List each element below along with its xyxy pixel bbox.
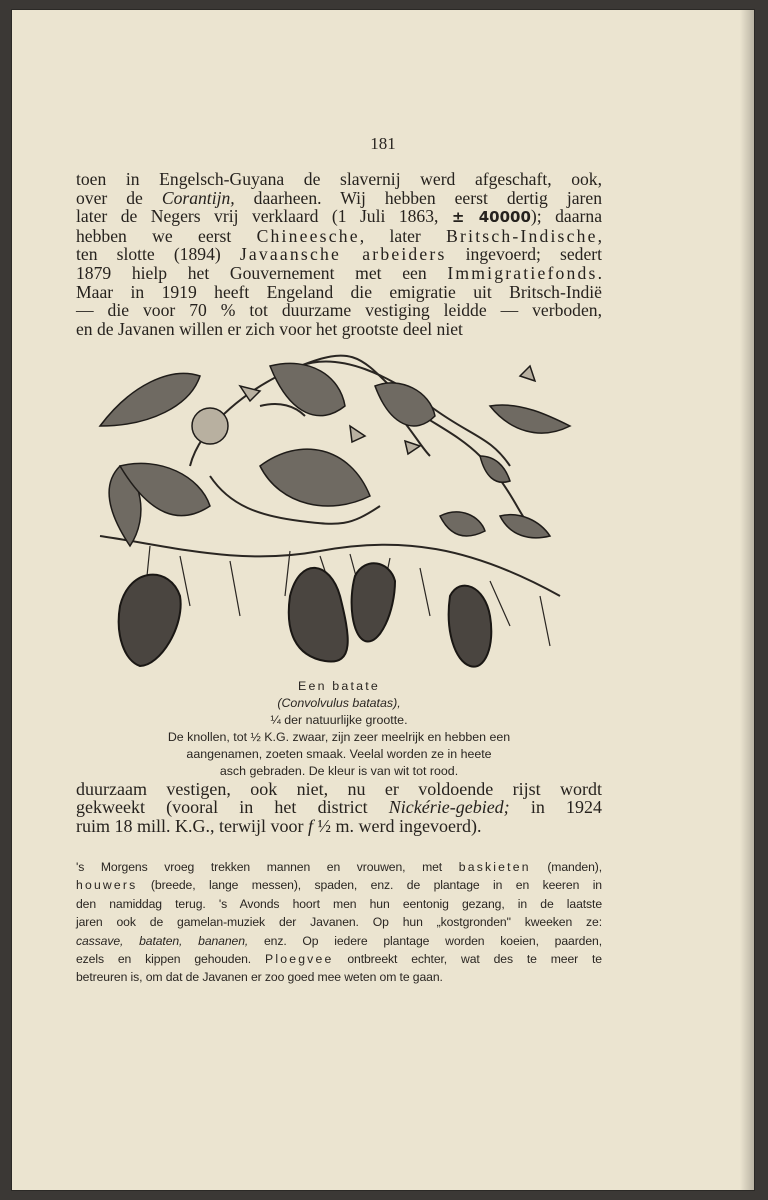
text-run: gekweekt (vooral in het district [76,797,389,818]
text-line [76,913,602,931]
text-line [76,729,602,746]
text-run: en de Javanen willen er zich voor het grootste deel niet [76,318,463,339]
text-run: Chineesche [256,225,360,246]
text-run: ruim 18 mill. K.G., terwijl voor [76,815,308,836]
text-run: f [307,815,313,836]
paragraph-top [76,170,602,338]
text-run: , [597,225,602,246]
text-run: Ploegvee [265,952,334,967]
paragraph-middle [76,780,602,835]
text-run: baskieten [458,860,531,874]
text-run: (Convolvulus batatas), [277,696,401,710]
text-line [76,189,602,208]
text-run: 's Morgens vroeg trekken mannen en vrouwen, met [76,860,459,874]
text-run: Immigratiefonds [447,262,598,283]
text-run: ½ m. werd ingevoerd). [313,815,482,836]
text-run: hebben we eerst [76,225,257,246]
paragraph-small-print [76,858,602,987]
text-line [76,320,602,339]
text-run: houwers [76,878,138,893]
text-run: asch gebraden. De kleur is van wit tot rood. [219,764,459,778]
text-run: den namiddag terug. 's Avonds hoort men hun eentonig gezang, in de laatste [76,896,602,911]
text-run: aangenamen, zoeten smaak. Veelal worden ze in heete [186,747,492,761]
text-run: later de Negers vrij verklaard (1 Juli 1863, [76,206,452,227]
text-line [76,227,602,246]
text-line [76,245,602,264]
text-run: ezels en kippen gehouden. [76,952,266,967]
text-run: Corantijn, [161,187,235,208]
text-run: daarheen. Wij hebben eerst dertig jaren [234,187,602,208]
text-run: (breede, lange messen), spaden, enz. de plantage in en keeren in [137,878,602,893]
text-line [76,895,602,913]
text-line [76,763,602,780]
text-line [76,968,602,986]
scan-shadow [740,10,754,1190]
text-run: duurzaam vestigen, ook niet, nu er voldoende rijst wordt [76,779,602,799]
text-run: ontbreekt echter, wat des te meer te [333,952,602,967]
text-run: jaren ook de gamelan-muziek der Javanen. Op hun „kostgronden" kweeken ze: [76,915,602,930]
text-run: . [597,262,602,283]
text-line [76,798,602,816]
text-run: enz. Op iedere plantage worden koeien, paarden, [248,933,602,948]
text-run: cassave, bataten, bananen, [76,933,249,948]
text-run: — die voor 70 % tot duurzame vestiging leidde — verboden, [76,300,602,321]
text-run: ± 40000 [451,208,531,227]
text-run: Maar in 1919 heeft Engeland die emigratie uit Britsch-Indië [76,281,602,302]
figure-caption [76,678,602,780]
text-line [76,170,602,189]
text-run: ingevoerd; sedert [446,244,602,265]
sweet-potato-illustration [90,346,590,676]
text-run: (manden), [530,860,602,874]
text-line [76,876,602,894]
text-line [76,283,602,302]
text-line [76,207,602,227]
text-run: , later [359,225,447,246]
text-run: Britsch-Indische [446,225,598,246]
text-run: Een batate [298,679,380,693]
text-line [76,746,602,763]
text-line [76,858,602,876]
text-run: De knollen, tot ½ K.G. zwaar, zijn zeer meelrijk en hebben een [167,730,511,744]
text-line [76,817,602,835]
text-line [76,932,602,950]
text-run: ¼ der natuurlijke grootte. [270,713,408,727]
text-run: in 1924 [509,797,602,818]
text-run: betreuren is, om dat de Javanen er zoo goed mee weten om te gaan. [76,970,443,985]
text-line [76,712,602,729]
text-run: Nickérie-gebied; [388,797,510,818]
text-line [76,301,602,320]
text-line [76,678,602,712]
text-line [76,780,602,798]
text-run: ten slotte (1894) [76,244,240,265]
book-page [12,10,754,1190]
text-run: ); daarna [530,206,603,227]
text-run: 1879 hielp het Gouvernement met een [76,262,448,283]
text-run: toen in Engelsch-Guyana de slavernij werd afgeschaft, ook, [76,169,602,189]
page-number: 181 [370,134,396,153]
text-run: over de [76,187,162,208]
text-run: Javaansche arbeiders [239,244,447,265]
text-line [76,264,602,283]
text-line [76,950,602,968]
